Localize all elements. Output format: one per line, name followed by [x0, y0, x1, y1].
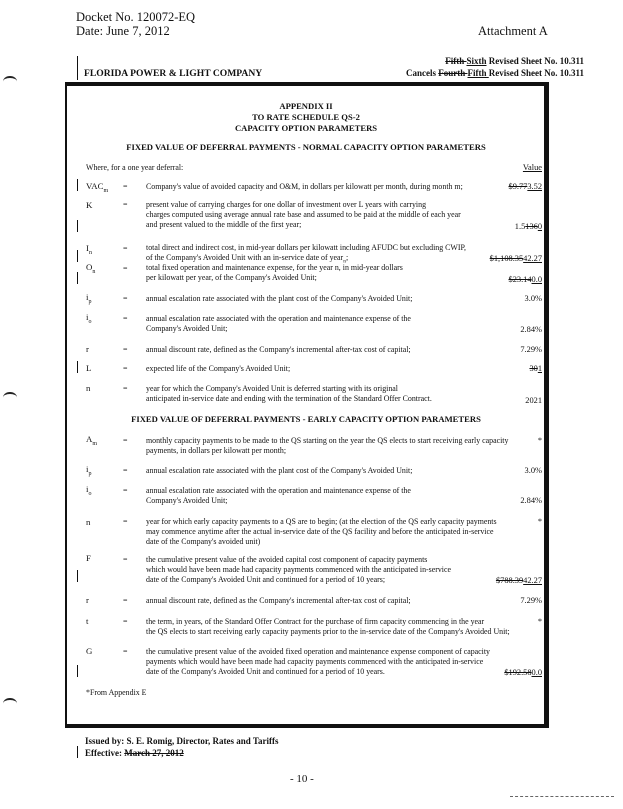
- scan-margin-mark: [3, 698, 17, 709]
- definition-g-1: the cumulative present value of the avoided fixed operation and maintenance expense component of capacity: [146, 647, 490, 656]
- definition-l: expected life of the Company's Avoided Unit;: [146, 364, 291, 373]
- attachment-label: Attachment A: [478, 24, 548, 38]
- where-clause: Where, for a one year deferral:: [86, 163, 184, 172]
- value-r-early: 7.29%: [520, 596, 542, 605]
- definition-io-2: Company's Avoided Unit;: [146, 324, 228, 333]
- symbol-am: [86, 434, 97, 447]
- definition-n-early-3: date of the Company's avoided unit): [146, 537, 261, 546]
- revision-bar: [77, 220, 78, 232]
- appendix-subtitle: TO RATE SCHEDULE QS-2: [252, 112, 360, 122]
- appendix-subtitle-2: CAPACITY OPTION PARAMETERS: [234, 123, 378, 133]
- docket-number: Docket No. 120072-EQ: [76, 10, 196, 24]
- value-old: $788.39: [495, 576, 524, 585]
- equals-sign: =: [123, 264, 128, 273]
- effective-old: March 27, 2012: [124, 748, 184, 758]
- symbol-l: L: [86, 363, 92, 373]
- definition-io-early-1: annual escalation rate associated with the operation and maintenance expense of the: [146, 486, 411, 495]
- equals-sign: =: [123, 200, 128, 209]
- cancels-rest: Revised Sheet No. 10.311: [488, 68, 584, 78]
- cancels-prefix: Cancels: [406, 68, 439, 78]
- value-new: 1: [537, 364, 542, 373]
- value-old: $1,108.35: [489, 254, 524, 263]
- value-io-early: 2.84%: [520, 496, 542, 505]
- revision-bar: [77, 272, 78, 284]
- value-old: $9.77: [508, 182, 528, 191]
- cancels-old: Fourth: [438, 68, 468, 78]
- symbol-text: O: [86, 262, 93, 272]
- equals-sign: =: [123, 555, 128, 564]
- symbol-text: VAC: [86, 181, 104, 191]
- value-g: [462, 668, 542, 677]
- revision-bar: [77, 746, 78, 758]
- definition-on-1: total fixed operation and maintenance expense, for the year n, in mid-year dollars: [146, 263, 403, 272]
- symbol-text: I: [86, 243, 89, 253]
- value-r: 7.29%: [520, 345, 542, 354]
- definition-subscript: n: [343, 258, 346, 265]
- revision-bar: [77, 570, 78, 582]
- value-old: $192.58: [504, 668, 532, 677]
- symbol-t: t: [86, 616, 89, 626]
- equals-sign: =: [123, 182, 128, 191]
- value-column-header: Value: [522, 163, 542, 172]
- symbol-f: F: [86, 553, 91, 563]
- definition-io-1: annual escalation rate associated with the operation and maintenance expense of the: [146, 314, 411, 323]
- definition-r-early: annual discount rate, defined as the Company's incremental after-tax cost of capital;: [146, 596, 411, 605]
- equals-sign: =: [123, 517, 128, 526]
- equals-sign: =: [123, 647, 128, 656]
- value-ip: 3.0%: [524, 294, 542, 303]
- definition-text: of the Company's Avoided Unit with an in-service date of year: [146, 253, 344, 262]
- value-am: *: [537, 436, 542, 445]
- cancels-sheet-number: [354, 68, 584, 78]
- definition-g-2: payments which would have been made had capacity payments commenced with the anticipated in-service: [146, 657, 484, 666]
- symbol-r-early: r: [86, 595, 89, 605]
- definition-t-1: the term, in years, of the Standard Offer Contract for the purchase of firm capacity commencing in the year: [146, 617, 485, 626]
- definition-f-3: date of the Company's Avoided Unit and continued for a period of 10 years;: [146, 575, 386, 584]
- revision-new: Sixth: [466, 56, 487, 66]
- definition-n-1: year for which the Company's Avoided Unit is deferred starting with its original: [146, 384, 398, 393]
- value-new: 0.0: [531, 275, 542, 284]
- definition-t-2: the QS elects to start receiving early capacity payments prior to the in-service date of the Company's Avoided Unit;: [146, 627, 510, 636]
- symbol-text: i: [86, 292, 89, 302]
- equals-sign: =: [123, 345, 128, 354]
- symbol-n: n: [86, 383, 91, 393]
- symbol-in: [86, 243, 92, 256]
- value-in: [462, 254, 542, 263]
- symbol-subscript: n: [88, 249, 92, 256]
- definition-ip-early: annual escalation rate associated with the plant cost of the Company's Avoided Unit;: [146, 466, 413, 475]
- symbol-ip-early: [86, 464, 91, 477]
- definition-am-1: monthly capacity payments to be made to the QS starting on the year the QS elects to start receiving early capacity: [146, 436, 509, 445]
- definition-r: annual discount rate, defined as the Company's incremental after-tax cost of capital;: [146, 345, 411, 354]
- equals-sign: =: [123, 244, 128, 253]
- symbol-subscript: n: [92, 268, 96, 275]
- equals-sign: =: [123, 294, 128, 303]
- symbol-text: A: [86, 434, 93, 444]
- effective-label: Effective:: [85, 748, 125, 758]
- value-old: 136: [525, 222, 538, 231]
- symbol-io-early: [86, 484, 91, 497]
- symbol-text: i: [86, 484, 89, 494]
- equals-sign: =: [123, 314, 128, 323]
- value-vacm: [462, 182, 542, 191]
- definition-end: ;: [345, 253, 349, 262]
- page-number: - 10 -: [290, 773, 314, 785]
- scan-edge-line: [510, 796, 614, 797]
- value-old: 30: [529, 364, 538, 373]
- definition-k-3: and present valued to the middle of the first year;: [146, 220, 302, 229]
- value-io: 2.84%: [520, 325, 542, 334]
- equals-sign: =: [123, 364, 128, 373]
- value-l: [462, 364, 542, 373]
- definition-vacm: Company's value of avoided capacity and O&M, in dollars per kilowatt per month, during month m;: [146, 182, 463, 191]
- symbol-subscript: p: [88, 298, 92, 305]
- definition-n-early-2: may commence anytime after the actual in-service date of the QS facility and before the anticipated in-service: [146, 527, 494, 536]
- equals-sign: =: [123, 466, 128, 475]
- definition-f-1: the cumulative present value of the avoided capital cost component of capacity payments: [146, 555, 428, 564]
- value-ip-early: 3.0%: [524, 466, 542, 475]
- definition-io-early-2: Company's Avoided Unit;: [146, 496, 228, 505]
- docket-date: Date: June 7, 2012: [76, 24, 170, 38]
- revision-bar: [77, 56, 78, 80]
- definition-on-2: per kilowatt per year, of the Company's Avoided Unit;: [146, 273, 317, 282]
- revision-old: Fifth: [445, 56, 467, 66]
- definition-ip: annual escalation rate associated with the plant cost of the Company's Avoided Unit;: [146, 294, 413, 303]
- revision-bar: [77, 250, 78, 262]
- symbol-ip: [86, 292, 91, 305]
- value-new: 42.27: [523, 254, 542, 263]
- value-f: [462, 576, 542, 585]
- symbol-subscript: p: [88, 470, 92, 477]
- symbol-io: [86, 312, 91, 325]
- scan-margin-mark: [3, 76, 17, 87]
- symbol-k: K: [86, 200, 93, 210]
- cancels-new: Fifth: [467, 68, 489, 78]
- symbol-n-early: n: [86, 517, 91, 527]
- value-n: 2021: [525, 396, 542, 405]
- revision-bar: [77, 361, 78, 373]
- revision-rest: Revised Sheet No. 10.311: [486, 56, 584, 66]
- revision-bar: [77, 179, 78, 191]
- definition-am-2: payments, in dollars per kilowatt per month;: [146, 446, 287, 455]
- symbol-r: r: [86, 344, 89, 354]
- section-normal-title: FIXED VALUE OF DEFERRAL PAYMENTS - NORMAL CAPACITY OPTION PARAMETERS: [126, 142, 486, 152]
- symbol-text: i: [86, 312, 89, 322]
- value-k: [462, 222, 542, 231]
- symbol-g: G: [86, 646, 93, 656]
- appendix-title: APPENDIX II: [279, 101, 333, 111]
- symbol-vacm: [86, 181, 108, 194]
- revised-sheet-number: [374, 56, 584, 66]
- definition-g-3: date of the Company's Avoided Unit and continued for a period of 10 years.: [146, 667, 385, 676]
- symbol-subscript: m: [103, 187, 109, 194]
- scan-margin-mark: [3, 392, 17, 403]
- value-n-early: *: [537, 517, 542, 526]
- equals-sign: =: [123, 596, 128, 605]
- value-new: 0.0: [531, 668, 542, 677]
- effective-date: [85, 748, 184, 758]
- company-name: FLORIDA POWER & LIGHT COMPANY: [84, 68, 263, 79]
- value-prefix: 1.5: [514, 222, 526, 231]
- definition-k-1: present value of carrying charges for one dollar of investment over L years with carrying: [146, 200, 427, 209]
- issued-by: Issued by: S. E. Romig, Director, Rates and Tariffs: [85, 736, 279, 746]
- value-old: $23.14: [508, 275, 532, 284]
- equals-sign: =: [123, 436, 128, 445]
- value-on: [462, 275, 542, 284]
- definition-f-2: which would have been made had capacity payments commenced with the anticipated in-service: [146, 565, 451, 574]
- value-new: 42.27: [523, 576, 542, 585]
- footnote: *From Appendix E: [86, 688, 147, 697]
- revision-bar: [77, 665, 78, 677]
- symbol-on: [86, 262, 95, 275]
- value-t: *: [537, 617, 542, 626]
- definition-k-2: charges computed using average annual rate base and assumed to be paid at the middle of each year: [146, 210, 461, 219]
- symbol-subscript: o: [88, 318, 92, 325]
- value-new: 3.52: [527, 182, 542, 191]
- equals-sign: =: [123, 486, 128, 495]
- equals-sign: =: [123, 384, 128, 393]
- symbol-subscript: m: [92, 440, 98, 447]
- definition-n-early-1: year for which early capacity payments to a QS are to begin; (at the election of the QS early capacity payments: [146, 517, 497, 526]
- value-new: 0: [537, 222, 542, 231]
- symbol-subscript: o: [88, 490, 92, 497]
- equals-sign: =: [123, 617, 128, 626]
- symbol-text: i: [86, 464, 89, 474]
- definition-n-2: anticipated in-service date and ending with the termination of the Standard Offer Contract.: [146, 394, 432, 403]
- section-early-title: FIXED VALUE OF DEFERRAL PAYMENTS - EARLY CAPACITY OPTION PARAMETERS: [131, 414, 481, 424]
- definition-in-1: total direct and indirect cost, in mid-year dollars per kilowatt including AFUDC but excluding CWIP,: [146, 243, 466, 252]
